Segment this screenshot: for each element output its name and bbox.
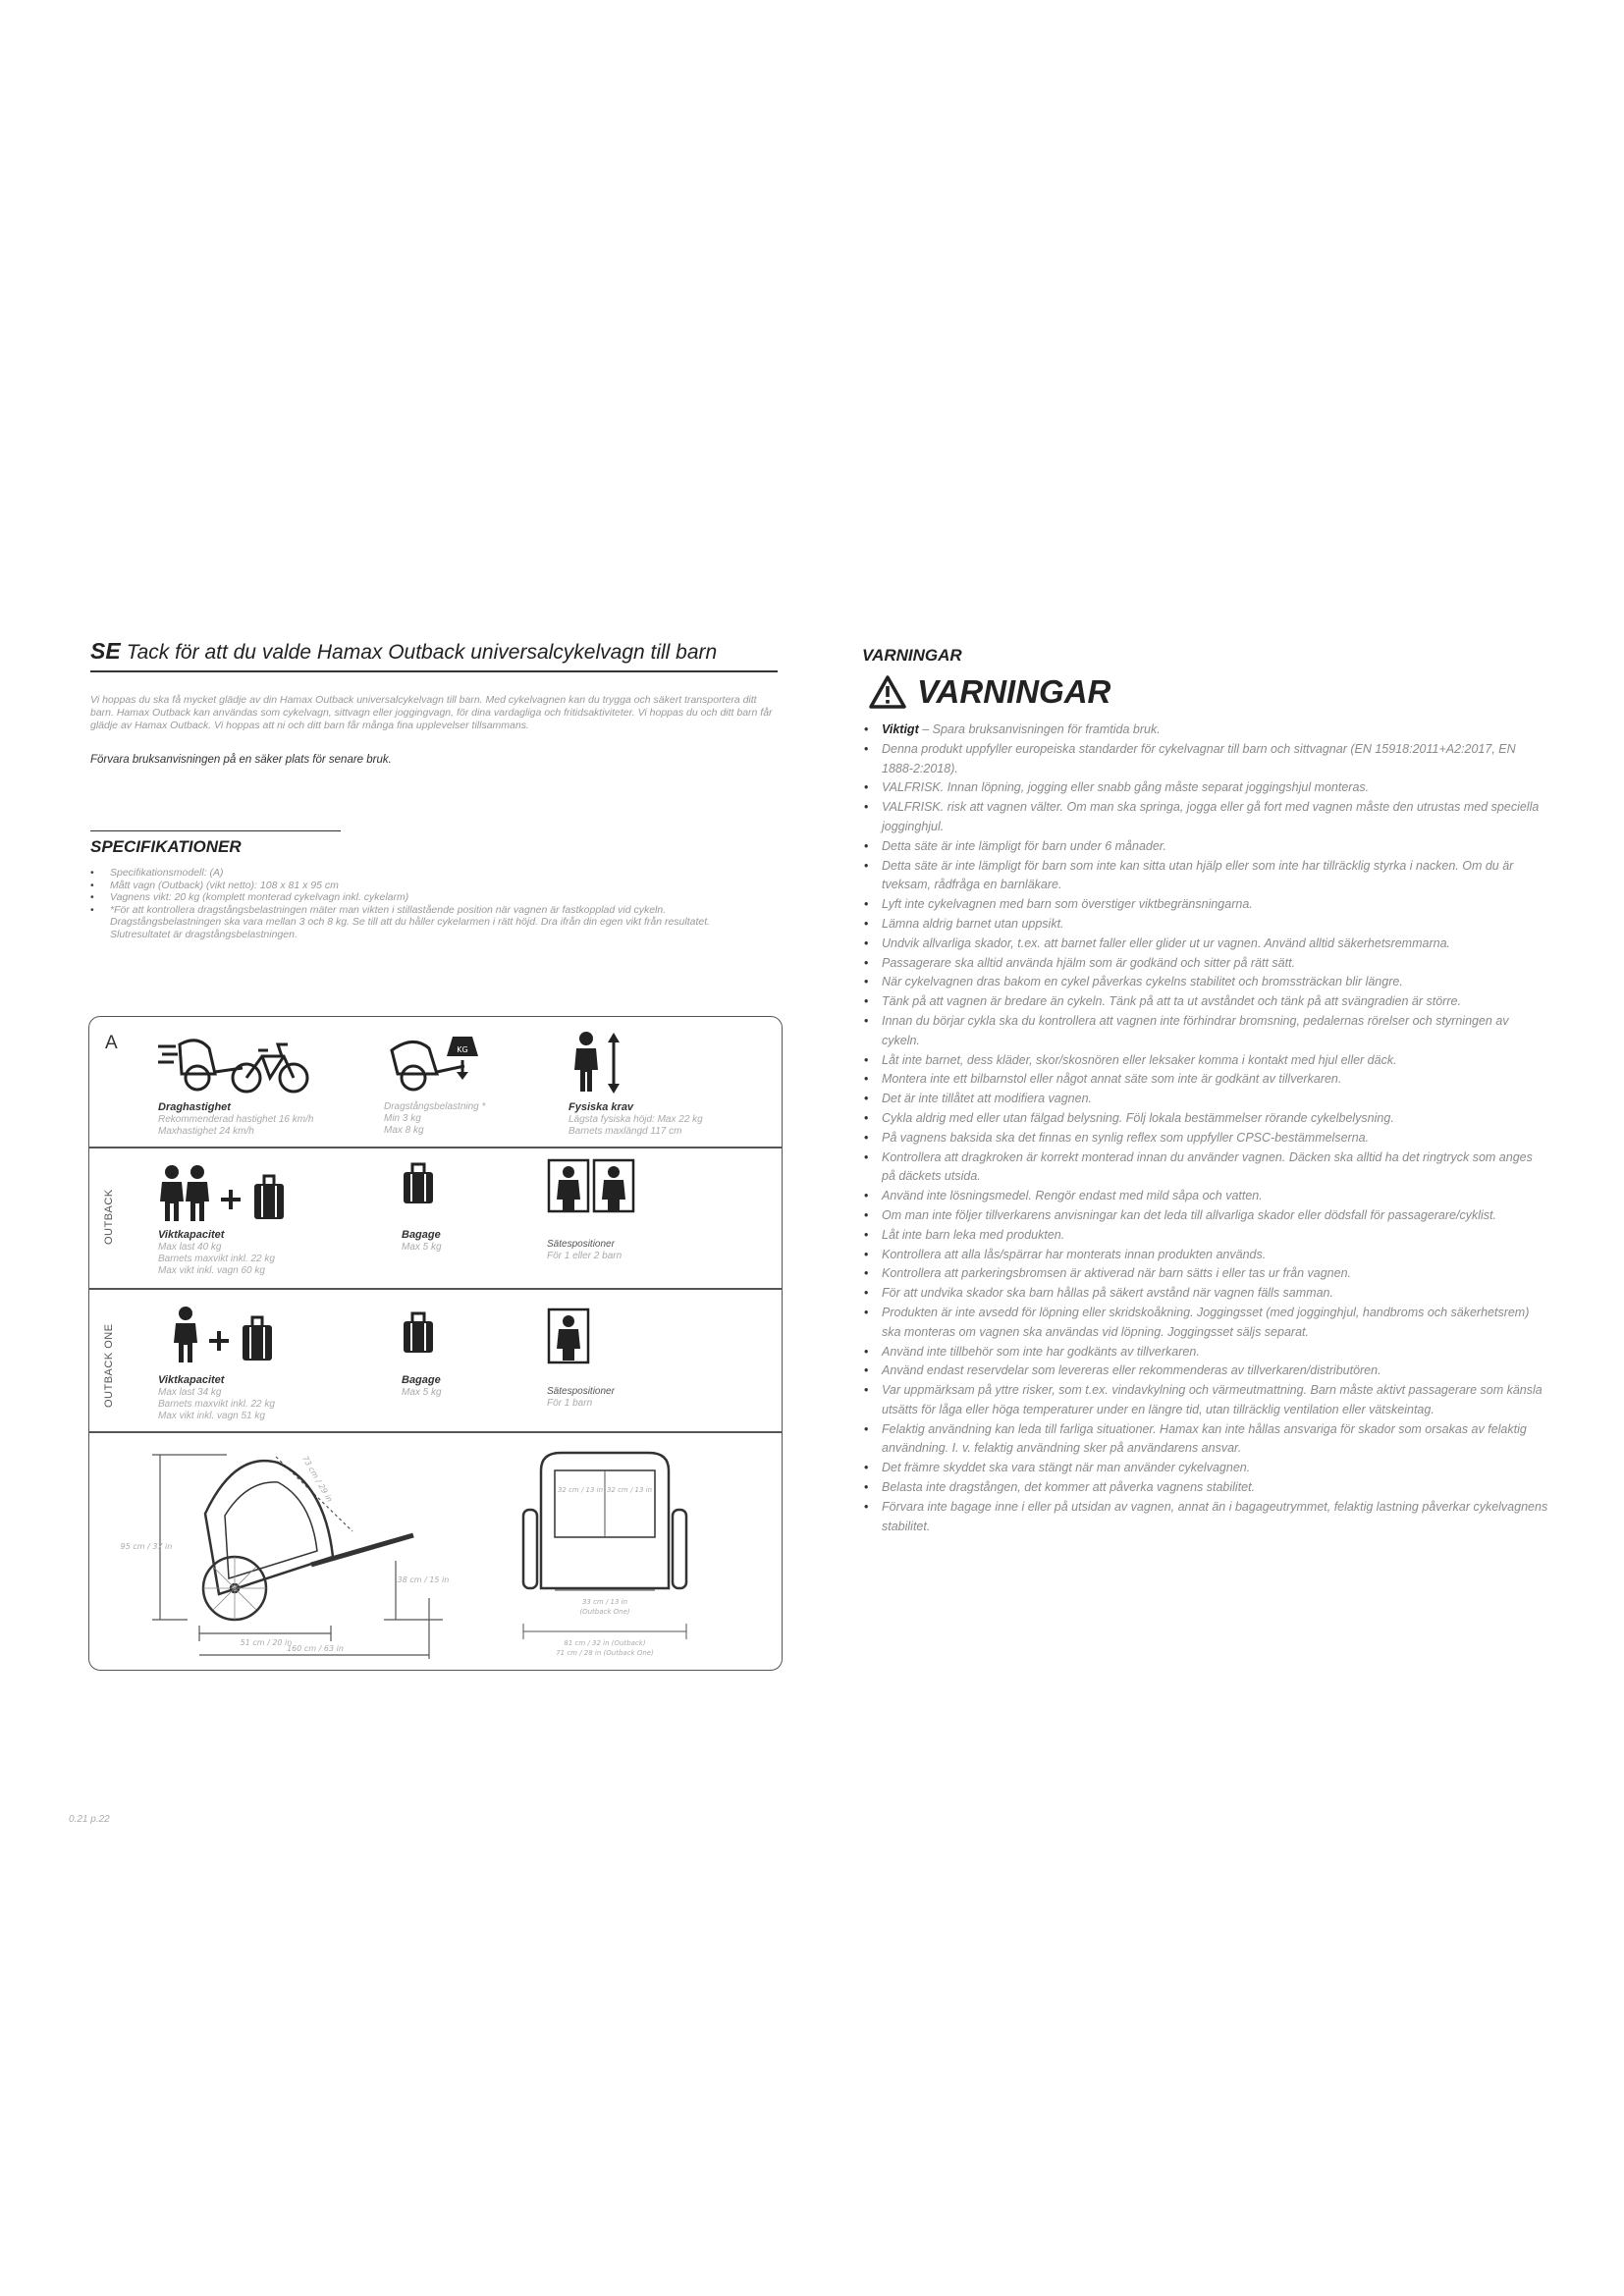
row-divider	[89, 1288, 782, 1290]
warning-item	[862, 895, 1549, 915]
warnings-big-heading: VARNINGAR	[917, 673, 1111, 710]
outback-weight-caption	[158, 1229, 374, 1277]
warning-item-text: Låt inte barnet, dess kläder, skor/skosnören eller leksaker komma i kontakt med hjul eller däck.	[882, 1052, 1397, 1067]
spec-item: • Specifikationsmodell: (A)	[90, 867, 748, 880]
warnings-list	[862, 721, 1549, 1536]
warning-item	[862, 1381, 1549, 1420]
drawbar-load-title: Dragstångsbelastning *	[384, 1101, 486, 1112]
svg-text:KG: KG	[457, 1045, 468, 1054]
one-seats-title: Sätespositioner	[547, 1386, 615, 1397]
warning-item	[862, 1459, 1549, 1478]
one-weight-title: Viktkapacitet	[158, 1374, 225, 1386]
language-code: SE	[90, 638, 121, 664]
outback-seats-title: Sätespositioner	[547, 1239, 615, 1250]
warning-item	[862, 973, 1549, 992]
drawbar-weight-icon	[384, 1031, 492, 1095]
warning-item-text: Montera inte ett bilbarnstol eller något annat säte som inte är godkänt av tillverkaren.	[882, 1072, 1342, 1087]
warning-item	[862, 1070, 1549, 1090]
warning-item	[862, 798, 1549, 837]
spec-list	[90, 867, 748, 940]
dim-inner-note-label: (Outback One)	[579, 1608, 630, 1616]
warning-item	[862, 721, 1549, 740]
seat-position-one-icon	[547, 1308, 590, 1366]
warning-item	[862, 915, 1549, 934]
spec-item: • Vagnens vikt: 20 kg (komplett monterad cykelvagn inkl. cykelarm)	[90, 891, 748, 904]
title-divider	[90, 670, 778, 672]
warnings-heading-row	[868, 673, 1549, 711]
warning-item-emphasis: Viktigt	[882, 722, 919, 736]
spec-divider	[90, 830, 341, 831]
warning-item-text: Kontrollera att alla lås/spärrar har monterats innan produkten används.	[882, 1247, 1267, 1261]
warning-item	[862, 1090, 1549, 1109]
warning-item-text: När cykelvagnen dras bakom en cykel påverkas cykelns stabilitet och bromssträckan blir längre.	[882, 975, 1403, 989]
warning-item-text: Undvik allvarliga skador, t.ex. att barnet faller eller glider ut ur vagnen. Använd alltid säkerhetsremmarna.	[882, 935, 1450, 950]
warning-item-text: Produkten är inte avsedd för löpning eller skridskoåkning. Joggingsset (med jogginghjul, handbroms och säkerhetsrem) ska monteras om vagnen ska användas vid löpning. Joggingsset säljs separat.	[882, 1305, 1530, 1339]
warning-item-text: Detta säte är inte lämpligt för barn som inte kan sitta utan hjälp eller som inte har tillräcklig styrka i nacken. Om du är tveksam, rådfråga en barnläkare.	[882, 858, 1514, 892]
warning-item-text: Belasta inte dragstången, det kommer att påverka vagnens stabilitet.	[882, 1480, 1256, 1495]
warning-item	[862, 1284, 1549, 1304]
spec-heading: SPECIFIKATIONER	[90, 837, 242, 856]
physical-title: Fysiska krav	[568, 1101, 634, 1113]
warning-item-text: Cykla aldrig med eller utan fälgad belysning. Följ lokala bestämmelser rörande cykelbelysning.	[882, 1110, 1394, 1125]
warning-item	[862, 1148, 1549, 1188]
one-weight-line2: Barnets maxvikt inkl. 22 kg	[158, 1399, 275, 1410]
warning-item	[862, 1226, 1549, 1246]
warning-item-text: Passagerare ska alltid använda hjälm som är godkänd och sitter på rätt sätt.	[882, 955, 1296, 970]
warning-item	[862, 1420, 1549, 1460]
warning-item-text: Det är inte tillåtet att modifiera vagnen.	[882, 1092, 1093, 1106]
warning-item	[862, 1264, 1549, 1284]
one-luggage-caption	[402, 1374, 539, 1399]
outback-weight-title: Viktkapacitet	[158, 1229, 225, 1241]
drag-speed-caption	[158, 1101, 354, 1138]
one-weight-caption	[158, 1374, 374, 1422]
physical-caption	[568, 1101, 765, 1138]
dim-height-label: 95 cm / 37 in	[120, 1542, 173, 1551]
spec-diagram-box	[88, 1016, 783, 1671]
warning-item-text: Kontrollera att parkeringsbromsen är aktiverad när barn sätts i eller tas ur från vagnen.	[882, 1266, 1352, 1281]
warning-item	[862, 1129, 1549, 1148]
spec-item: • *För att kontrollera dragstångsbelastningen mäter man vikten i stillastående position när vagnen är fastkopplad vid cykeln. Dragstångsbelastningen ska vara mellan 3 och 8 kg. Se till att du håller cykelarmen i rätt höjd. Dra ifrån din egen vikt från resultatet. Slutresultatet är dragstångsbelastningen.	[90, 904, 748, 941]
dim-wheelbase-label: 51 cm / 20 in	[240, 1638, 293, 1647]
keep-manual-note: Förvara bruksanvisningen på en säker plats för senare bruk.	[90, 754, 392, 766]
warning-item-text: Det främre skyddet ska vara stängt när man använder cykelvagnen.	[882, 1461, 1251, 1475]
warning-item	[862, 837, 1549, 857]
one-seats-line1: För 1 barn	[547, 1398, 593, 1409]
warning-item	[862, 1051, 1549, 1071]
outback-weight-line2: Barnets maxvikt inkl. 22 kg	[158, 1254, 275, 1264]
warning-item	[862, 1304, 1549, 1343]
warning-item	[862, 1478, 1549, 1498]
drag-speed-line1: Rekommenderad hastighet 16 km/h	[158, 1114, 314, 1125]
warning-item-text: Kontrollera att dragkroken är korrekt monterad innan du använder vagnen. Däcken ska alltid ha det ringtryck som anges på däckets utsida.	[882, 1149, 1533, 1184]
warning-item	[862, 857, 1549, 896]
dim-inner-width-label: 33 cm / 13 in	[581, 1598, 628, 1606]
warning-item-text: Använd endast reservdelar som levereras eller rekommenderas av tillverkaren/distributören.	[882, 1363, 1381, 1378]
dim-seat-left-label: 32 cm / 13 in	[557, 1486, 604, 1494]
warning-item-text: Detta säte är inte lämpligt för barn under 6 månader.	[882, 838, 1166, 853]
row-divider	[89, 1431, 782, 1433]
spec-item: • Mått vagn (Outback) (vikt netto): 108 x 81 x 95 cm	[90, 880, 748, 892]
outback-weight-line1: Max last 40 kg	[158, 1242, 222, 1253]
warning-item-text: Förvara inte bagage inne i eller på utsidan av vagnen, annat än i bagageutrymmet, felaktig lastning påverkar cykelvagnens stabilitet.	[882, 1499, 1548, 1533]
warnings-small-heading: VARNINGAR	[862, 646, 962, 665]
warning-item	[862, 1187, 1549, 1206]
outback-seats-caption	[547, 1239, 743, 1262]
warning-item-text: Tänk på att vagnen är bredare än cykeln. Tänk på att ta ut avståndet och tänk på att svängradien är större.	[882, 994, 1461, 1009]
warning-item	[862, 934, 1549, 954]
warning-item	[862, 1109, 1549, 1129]
trailer-bike-icon	[158, 1035, 315, 1095]
intro-paragraph: Vi hoppas du ska få mycket glädje av din Hamax Outback universalcykelvagn till barn. Med cykelvagnen kan du trygga och säkert transportera ditt barn. Hamax Outback kan användas som cykelvagn, sittvagn eller joggingvagn, för dina vardagliga och fritidsaktiviteter. Vi hoppas du och ditt barn får glädje av Hamax Outback. Vi hoppas att ni och ditt barn får många fina upplevelser tillsammans.	[90, 694, 773, 731]
warning-triangle-icon	[868, 674, 907, 710]
warning-item-text: Felaktig användning kan leda till farliga situationer. Hamax kan inte hållas ansvariga för skador som orsakas av felaktig användning. I. v. felaktig användning sker på användarens ansvar.	[882, 1421, 1527, 1456]
warning-item-text: Var uppmärksam på yttre risker, som t.ex. vindavkylning och värmeutmattning. Barn måste aktivt passagerare som känsla utsätts för låga eller höga temperaturer under en längre tid, utan tillräcklig ventilation eller vätskeintag.	[882, 1383, 1543, 1416]
warning-item	[862, 1498, 1549, 1537]
dim-drawbar-height-label: 38 cm / 15 in	[397, 1575, 450, 1584]
drawbar-load-line1: Min 3 kg	[384, 1113, 421, 1124]
one-luggage-title: Bagage	[402, 1374, 441, 1386]
dim-length1-label: 73 cm / 29 in	[300, 1454, 335, 1504]
drawbar-load-line2: Max 8 kg	[384, 1125, 424, 1136]
warning-item	[862, 1343, 1549, 1362]
warning-item	[862, 1246, 1549, 1265]
dim-seat-right-label: 32 cm / 13 in	[606, 1486, 653, 1494]
warning-item	[862, 992, 1549, 1012]
warning-item	[862, 778, 1549, 798]
side-view-dimensions-drawing	[119, 1441, 472, 1662]
row-divider	[89, 1147, 782, 1148]
child-luggage-icon	[172, 1306, 280, 1366]
row-label-outback: OUTBACK	[103, 1189, 115, 1245]
luggage-icon	[402, 1162, 435, 1205]
intro-title-text: Tack för att du valde Hamax Outback universalcykelvagn till barn	[126, 641, 718, 664]
front-view-dimensions-drawing	[512, 1441, 708, 1662]
outback-luggage-caption	[402, 1229, 539, 1254]
intro-title	[90, 638, 778, 665]
warning-item-text: – Spara bruksanvisningen för framtida bruk.	[918, 722, 1161, 736]
one-seats-caption	[547, 1386, 743, 1410]
warning-item-text: Använd inte lösningsmedel. Rengör endast med mild såpa och vatten.	[882, 1189, 1263, 1203]
warning-item-text: På vagnens baksida ska det finnas en synlig reflex som uppfyller CPSC-bestämmelserna.	[882, 1130, 1370, 1145]
outback-luggage-line1: Max 5 kg	[402, 1242, 442, 1253]
warning-item	[862, 1012, 1549, 1051]
two-children-luggage-icon	[158, 1164, 286, 1225]
warning-item-text: Innan du börjar cykla ska du kontrollera att vagnen inte förhindrar bromsning, pedalernas rörelser och styrningen av cykeln.	[882, 1013, 1509, 1047]
warning-item-text: VALFRISK. risk att vagnen välter. Om man ska springa, jogga eller gå fort med vagnen måste den utrustas med speciella jogginghjul.	[882, 800, 1540, 833]
warning-item-text: Lyft inte cykelvagnen med barn som överstiger viktbegränsningarna.	[882, 897, 1253, 912]
warning-item	[862, 954, 1549, 974]
child-height-icon	[568, 1031, 627, 1095]
warning-item	[862, 740, 1549, 779]
warning-item-text: Denna produkt uppfyller europeiska standarder för cykelvagnar till barn och sittvagnar (EN 15918:2011+A2:2017, EN 1888-2:2018).	[882, 741, 1516, 775]
dim-total-length-label: 160 cm / 63 in	[287, 1644, 344, 1653]
spec-label-a: A	[105, 1033, 118, 1053]
warning-item	[862, 1362, 1549, 1381]
warning-item-text: Använd inte tillbehör som inte har godkänts av tillverkaren.	[882, 1344, 1200, 1359]
warning-item-text: Låt inte barn leka med produkten.	[882, 1227, 1065, 1242]
warning-item-text: Om man inte följer tillverkarens anvisningar kan det leda till allvarliga skador eller dödsfall för passagerare/cyklist.	[882, 1207, 1496, 1222]
page-number: 0.21 p.22	[69, 1814, 110, 1825]
seat-positions-two-icon	[547, 1156, 645, 1217]
one-weight-line3: Max vikt inkl. vagn 51 kg	[158, 1411, 265, 1421]
dim-outer-width-one-label: 71 cm / 28 in (Outback One)	[556, 1649, 654, 1657]
physical-line1: Lägsta fysiska höjd: Max 22 kg	[568, 1114, 703, 1125]
one-weight-line1: Max last 34 kg	[158, 1387, 222, 1398]
drag-speed-title: Draghastighet	[158, 1101, 231, 1113]
warning-item	[862, 1206, 1549, 1226]
intro-section	[90, 638, 778, 940]
drawbar-load-caption	[384, 1101, 561, 1137]
warning-item-text: VALFRISK. Innan löpning, jogging eller snabb gång måste separat joggingshjul monteras.	[882, 780, 1370, 795]
outback-seats-line1: För 1 eller 2 barn	[547, 1251, 623, 1261]
physical-line2: Barnets maxlängd 117 cm	[568, 1126, 682, 1137]
dim-outer-width-label: 81 cm / 32 in (Outback)	[564, 1639, 646, 1647]
row-label-outback-one: OUTBACK ONE	[103, 1323, 115, 1408]
warning-item-text: För att undvika skador ska barn hållas på säkert avstånd när vagnen fälls samman.	[882, 1286, 1333, 1301]
luggage-icon	[402, 1311, 435, 1355]
warning-item-text: Lämna aldrig barnet utan uppsikt.	[882, 916, 1064, 931]
one-luggage-line1: Max 5 kg	[402, 1387, 442, 1398]
outback-weight-line3: Max vikt inkl. vagn 60 kg	[158, 1265, 265, 1276]
outback-luggage-title: Bagage	[402, 1229, 441, 1241]
warnings-section	[862, 646, 1549, 1536]
drag-speed-line2: Maxhastighet 24 km/h	[158, 1126, 254, 1137]
